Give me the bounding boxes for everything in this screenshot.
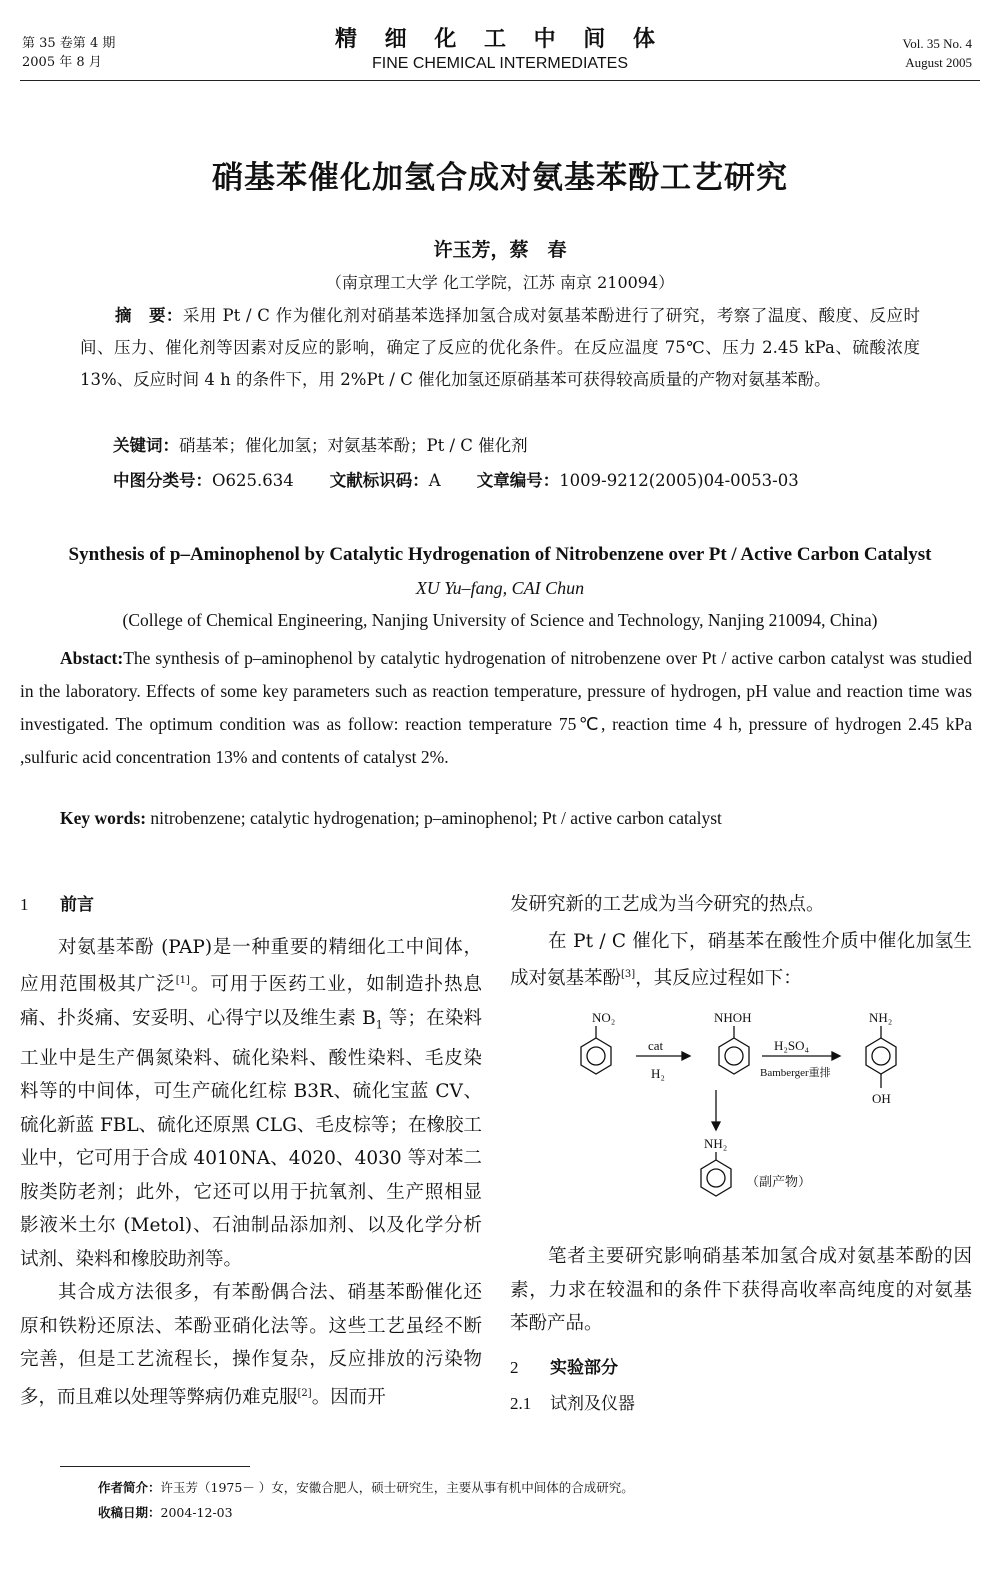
journal-masthead xyxy=(0,22,1000,73)
keywords-en-text: nitrobenzene; catalytic hydrogenation; p–aminophenol; Pt / active carbon catalyst xyxy=(146,808,722,828)
aim-paragraph: 笔者主要研究影响硝基苯加氢合成对氨基苯酚的因素，力求在较温和的条件下获得高收率高纯度的对氨基苯酚产品。 xyxy=(510,1246,972,1334)
intro-paragraph-2-continued: 发研究新的工艺成为当今研究的热点。 xyxy=(510,894,825,915)
label-nh2-product: NH₂ xyxy=(869,1010,893,1025)
intro-p2-text-a: 其合成方法很多，有苯酚偶合法、硝基苯酚催化还原和铁粉还原法、苯酚亚硝化法等。这些工艺虽经不断完善，但是工艺流程长，操作复杂，反应排放的污染物多，而且难以处理等弊病仍难克服 xyxy=(20,1282,482,1408)
section-2-heading xyxy=(510,1351,972,1386)
doc-code-value: A xyxy=(428,471,441,490)
received-date-value: 2004-12-03 xyxy=(160,1505,233,1520)
intro-paragraph-2 xyxy=(20,1276,482,1414)
date-en: August 2005 xyxy=(905,55,972,70)
label-no2: NO₂ xyxy=(592,1010,616,1025)
intro-p3-text-a: 在 Pt / C 催化下，硝基苯在酸性介质中催化加氢生成对氨基苯酚 xyxy=(510,930,972,990)
keywords-cn-text: 硝基苯；催化加氢；对氨基苯酚；Pt / C 催化剂 xyxy=(179,436,528,455)
citation-3: [3] xyxy=(621,969,636,980)
body-right-column-top xyxy=(510,888,972,996)
affiliation-cn: （南京理工大学 化工学院，江苏 南京 210094） xyxy=(325,273,675,292)
paper-title-en: Synthesis of p–Aminophenol by Catalytic Hydrogenation of Nitrobenzene over Pt / Active Carbon Catalyst xyxy=(68,544,932,565)
section-2-1-title: 试剂及仪器 xyxy=(550,1394,635,1414)
section-1-heading xyxy=(20,888,482,923)
label-byproduct: （副产物） xyxy=(746,1174,812,1189)
label-h2so4: H₂SO₄ xyxy=(774,1038,810,1053)
doc-code-label: 文献标识码： xyxy=(329,471,429,490)
date-cn: 2005 年 8 月 xyxy=(22,55,102,70)
affiliation-en: (College of Chemical Engineering, Nanjing University of Science and Technology, Nanjing 210094, China) xyxy=(122,610,878,630)
clc-value: O625.634 xyxy=(212,471,294,490)
header-rule xyxy=(20,80,980,81)
authors-en: XU Yu–fang, CAI Chun xyxy=(415,578,585,598)
vitamin-subscript: 1 xyxy=(375,1018,383,1032)
received-date-footnote xyxy=(98,1503,233,1521)
reaction-scheme xyxy=(566,1008,936,1208)
intro-paragraph-3 xyxy=(510,925,972,996)
section-2-1-number: 2.1 xyxy=(510,1394,532,1413)
intro-p2-text-b: 。因而开 xyxy=(311,1387,386,1408)
author-bio-label: 作者简介： xyxy=(98,1480,161,1495)
journal-name-en: FINE CHEMICAL INTERMEDIATES xyxy=(371,55,629,72)
intro-p1-text-a: 对氨基苯酚 (PAP)是一种重要的精细化工中间体，应用范围极其广泛 xyxy=(20,936,482,996)
article-no-value: 1009-9212(2005)04-0053-03 xyxy=(559,471,799,490)
citation-1: [1] xyxy=(175,975,190,986)
section-2-number: 2 xyxy=(510,1357,519,1377)
intro-p1-text-c: 等；在染料工业中是生产偶氮染料、硫化染料、酸性染料、毛皮染料等的中间体，可生产硫化红棕 B3R、硫化宝蓝 CV、硫化新蓝 FBL、硫化还原黑 CLG、毛皮棕等；在橡胶工业中，它可用于合成 4010NA、4020、4030 等对苯二胺类防老剂；此外，它还可以用于抗氧剂、生产照相显影液米土尔 (Metol)、石油制品添加剂、以及化学分析试剂、染料和橡胶助剂等。 xyxy=(20,1007,482,1270)
abstract-cn-text: 采用 Pt / C 作为催化剂对硝基苯选择加氢合成对氨基苯酚进行了研究，考察了温度、酸度、反应时间、压力、催化剂等因素对反应的影响，确定了反应的优化条件。在反应温度 75℃、压力 2.45 kPa、硫酸浓度 13%、反应时间 4 h 的条件下，用 2%Pt / C 催化加氢还原硝基苯可获得较高质量的产物对氨基苯酚。 xyxy=(80,306,920,389)
abstract-en xyxy=(20,642,972,774)
body-right-column-bottom xyxy=(510,1240,972,1422)
benzene-ring-aminophenol xyxy=(866,1038,896,1074)
label-h2: H₂ xyxy=(651,1066,665,1081)
keywords-cn xyxy=(113,432,528,456)
journal-name-cn: 精 细 化 工 中 间 体 xyxy=(335,27,665,52)
abstract-cn xyxy=(80,300,920,396)
header-right xyxy=(903,34,972,72)
section-2-1-heading xyxy=(510,1387,972,1422)
abstract-cn-label: 摘 要： xyxy=(115,306,183,325)
benzene-ring-nitrobenzene xyxy=(581,1038,611,1074)
intro-paragraph-1 xyxy=(20,931,482,1277)
label-nhoh: NHOH xyxy=(714,1010,752,1025)
classification-line xyxy=(113,467,799,491)
article-no-label: 文章编号： xyxy=(476,471,560,490)
clc-label: 中图分类号： xyxy=(113,471,212,490)
intro-p3-text-b: ，其反应过程如下： xyxy=(635,968,802,990)
keywords-cn-label: 关键词： xyxy=(113,436,179,455)
volume-en: Vol. 35 No. 4 xyxy=(902,36,972,51)
footnote-rule xyxy=(60,1466,250,1467)
label-bamberger: Bamberger重排 xyxy=(760,1067,831,1079)
section-1-title: 前言 xyxy=(60,895,94,915)
label-oh: OH xyxy=(872,1091,891,1106)
paper-title-cn: 硝基苯催化加氢合成对氨基苯酚工艺研究 xyxy=(212,160,788,196)
intro-p1-text-b: 。可用于医药工业，如制造扑热息痛、扑炎痛、安妥明、心得宁以及维生素 B xyxy=(20,974,482,1029)
author-bio-footnote xyxy=(98,1478,634,1496)
citation-2: [2] xyxy=(297,1387,312,1399)
body-left-column xyxy=(20,888,482,1415)
label-cat: cat xyxy=(648,1038,664,1053)
section-1-number: 1 xyxy=(20,895,29,914)
abstract-en-text: The synthesis of p–aminophenol by catalytic hydrogenation of nitrobenzene over Pt / active carbon catalyst was studied in the laboratory. Effects of some key parameters such as reaction temperature, pressure of hydrogen, pH value and reaction time was investigated. The optimum condition was as follow: reaction temperature 75℃, reaction time 4 h, pressure of hydrogen 2.45 kPa ,sulfuric acid concentration 13% and contents of catalyst 2%. xyxy=(20,648,972,767)
keywords-en xyxy=(60,808,722,829)
label-nh2-aniline: NH₂ xyxy=(704,1136,728,1151)
benzene-ring-aniline xyxy=(701,1160,731,1196)
keywords-en-label: Key words: xyxy=(60,808,147,828)
authors-cn: 许玉芳，蔡 春 xyxy=(433,239,567,261)
section-2-title: 实验部分 xyxy=(550,1357,618,1378)
author-bio-text: 许玉芳（1975－ ）女，安徽合肥人，硕士研究生，主要从事有机中间体的合成研究。 xyxy=(160,1480,634,1495)
abstract-en-label: Abstact: xyxy=(60,648,124,668)
benzene-ring-phenylhydroxylamine xyxy=(719,1038,749,1074)
issue-cn: 第 35 卷第 4 期 xyxy=(22,36,116,51)
received-date-label: 收稿日期： xyxy=(98,1505,161,1520)
